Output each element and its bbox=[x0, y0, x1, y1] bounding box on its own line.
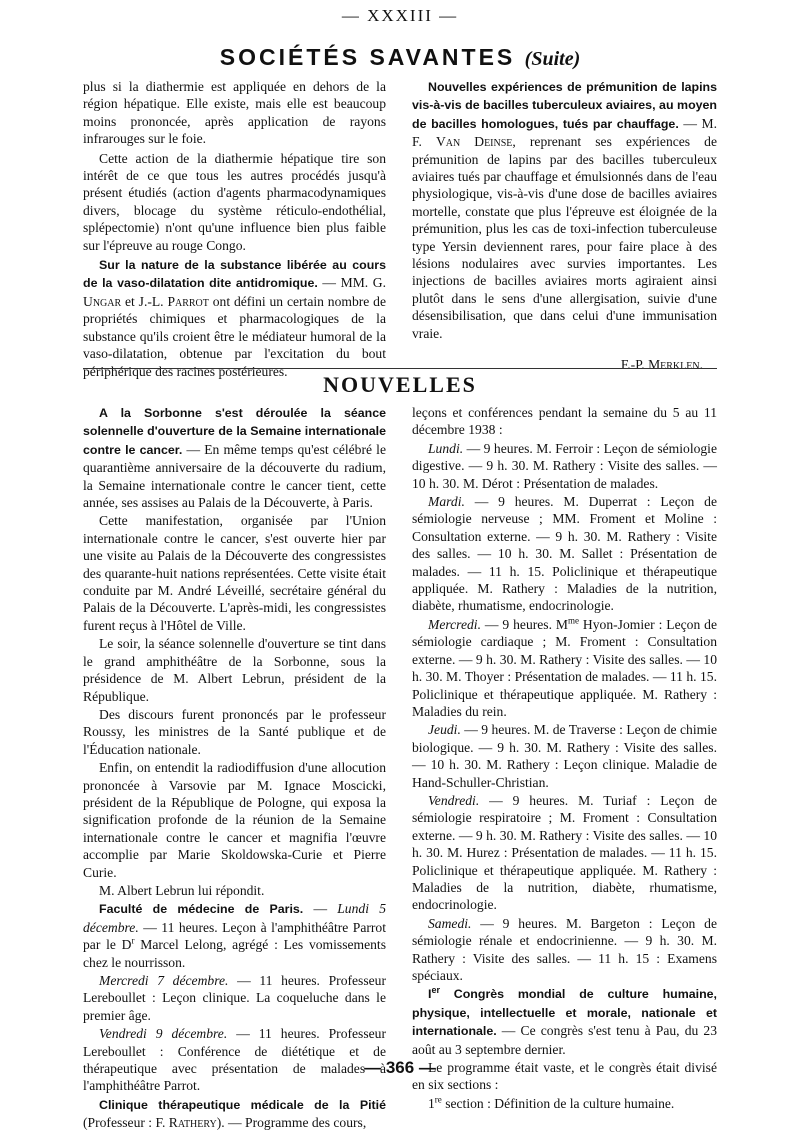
paragraph: Enfin, on entendit la radiodiffusion d'une allocution prononcée à Varsovie par M. Ignace Moscicki, président de la République de Pologne, qui exposa la signification profonde de la réunion de la Semaine internationale contre le cancer et magnifia l'œuvre accomplie par Marie Skoldowska-Curie et Pierre Curie. bbox=[83, 760, 386, 880]
author-name: Rathery bbox=[168, 1115, 217, 1131]
section-title bbox=[0, 44, 800, 71]
author-name: Ungar bbox=[83, 293, 122, 309]
paragraph: Nouvelles expériences de prémunition de lapins vis-à-vis de bacilles tuberculeux aviaires, au moyen de bacilles homologues, tués par chauffage. — M. F. Van Deinse, reprenant ses expériences de prémunition de lapins par des bacilles tuberculeux aviaires tués par chauffage et émulsionnés dans de l'eau physiologique, vis-à-vis d'une dose de bacilles aviaires mortelle, constate que plus l'épreuve est éloignée de la prémunition, plus les cas de toxi-infection tuberculeuse type Yersin deviennent rares, pour faire place à des lésions nodulaires avec survies importantes. Les injections de bacilles aviaires morts agiraient ainsi plutôt dans le sens d'une allergisation, suivie d'une désensibilisation, que dans celui d'une immunisation vraie. bbox=[412, 80, 717, 341]
paragraph: Cette action de la diathermie hépatique tire son intérêt de ce que tous les autres procédés jusqu'à présent étudiés (action d'agents pharmacodynamiques divers, blocage du système réticulo-endothélial, splépectomie) n'ont qu'une influence bien plus faible sur l'épreuve au rouge Congo. bbox=[83, 150, 386, 253]
paragraph: M. Albert Lebrun lui répondit. bbox=[99, 882, 265, 898]
paragraph: Ier Congrès mondial de culture humaine, physique, intellectuelle et morale, nationale et internationale. — Ce congrès s'est tenu à Pau, du 23 août au 3 septembre dernier. bbox=[412, 985, 717, 1057]
schedule-mardi: Mardi. — 9 heures. M. Duperrat : Leçon de sémiologie nerveuse ; MM. Froment et Moline : Consultation externe. — 9 h. 30. M. Rathery : Visite des salles. — 10 h. 30. M. Sallet : Présentation de malades. — 11 h. 15. Policlinique et thérapeutique appliquée. M. Rathery : Maladies de la nutrition, diabète, rhumatisme, endocrinologie. bbox=[412, 494, 717, 614]
page-number: — 366 — bbox=[364, 1058, 436, 1077]
paragraph: Vendredi 9 décembre. — 11 heures. Professeur Lereboullet : Conférence de diététique et de thérapeutique avec présentation de malades à l'amphithéâtre Parrot. bbox=[83, 1026, 386, 1094]
paragraph: Faculté de médecine de Paris. — Lundi 5 décembre. — 11 heures. Leçon à l'amphithéâtre Parrot par le $D^r$ Marcel Lelong, agrégé : Les vomissements chez le nourrisson. bbox=[83, 901, 386, 970]
paragraph: A la Sorbonne s'est déroulée la séance solennelle d'ouverture de la Semaine internationale contre le cancer. — En même temps qu'est célébré le quarantième anniversaire de la découverte du radium, la Semaine internationale contre le cancer tient, cette année, ses assises au Palais de la Découverte, à Paris. bbox=[83, 406, 386, 511]
paragraph: 1re section : Définition de la culture humaine. bbox=[428, 1094, 675, 1111]
section-title-suite: (Suite) bbox=[524, 48, 581, 70]
author-name: Parrot bbox=[167, 293, 209, 309]
paragraph: Le programme était vaste, et le congrès était divisé en six sections : bbox=[412, 1060, 717, 1093]
nouvelles-right-column bbox=[412, 404, 717, 1112]
article-title: Faculté de médecine de Paris. bbox=[99, 902, 304, 917]
nouvelles-left-column bbox=[83, 404, 386, 1132]
top-left-column bbox=[83, 78, 386, 380]
paragraph: Le soir, la séance solennelle d'ouverture se tint dans le grand amphithéâtre de la Sorbonne, sous la présidence de M. Albert Lebrun, président de la République. bbox=[83, 636, 386, 704]
paragraph: Sur la nature de la substance libérée au cours de la vaso-dilatation dite antidromique. — MM. G. Ungar et J.-L. Parrot ont défini un certain nombre de propriétés chimiques et pharmacologiques de la substance qu'ils croient être le médiateur humoral de la vaso-dilatation, obtenue par l'excitation du bout périphérique des racines postérieures. bbox=[83, 258, 387, 379]
nouvelles-title: NOUVELLES bbox=[323, 372, 477, 397]
paragraph: leçons et conférences pendant la semaine du 5 au 11 décembre 1938 : bbox=[412, 405, 717, 438]
author-name: Van Deinse bbox=[435, 134, 513, 150]
paragraph: Clinique thérapeutique médicale de la Pitié (Professeur : F. Rathery). — Programme des cours, bbox=[83, 1097, 386, 1131]
article-title: Sur la nature de la substance libérée au cours de la vaso-dilatation dite antidromique. bbox=[83, 258, 386, 291]
paragraph: Cette manifestation, organisée par l'Union internationale contre le cancer, s'est ouverte hier par une visite au Palais de la Découverte des congressistes des quarante-huit nations représentées. Cette visite était conduite par M. André Léveillé, secrétaire général du Palais de la Découverte. L'après-midi, les congressistes furent reçus à l'Hôtel de Ville. bbox=[83, 513, 386, 633]
schedule-jeudi: Jeudi. — 9 heures. M. de Traverse : Leçon de chimie biologique. — 9 h. 30. M. Rathery : Visite des salles. — 10 h. 30. M. Rathery : Leçon clinique. Maladie de Hand-Schuller-Christian. bbox=[412, 722, 717, 790]
section-divider bbox=[83, 368, 717, 369]
section-title-text: SOCIÉTÉS SAVANTES bbox=[219, 44, 516, 70]
paragraph: Mercredi 7 décembre. — 11 heures. Professeur Lereboullet : Leçon clinique. La coqueluche dans le premier âge. bbox=[83, 973, 386, 1023]
schedule-samedi: Samedi. — 9 heures. M. Bargeton : Leçon de sémiologie rénale et endocrinienne. — 9 h. 30. M. Rathery : Visite des salles. — 11 h. 15 : Examens spéciaux. bbox=[412, 915, 717, 983]
article-title: A la Sorbonne s'est déroulée la séance solennelle d'ouverture de la Semaine internationale contre le cancer. bbox=[83, 406, 386, 457]
roman-page-number: — XXXIII — bbox=[341, 6, 459, 25]
schedule-lundi: Lundi. — 9 heures. M. Ferroir : Leçon de sémiologie digestive. — 9 h. 30. M. Rathery : Visite des salles. — 10 h. 30. M. Dérot : Présentation de malades. bbox=[412, 440, 717, 491]
schedule-vendredi: Vendredi. — 9 heures. M. Turiaf : Leçon de sémiologie respiratoire ; M. Froment : Consultation externe. — 9 h. 30. M. Rathery : Visite des salles. — 10 h. 30. M. Hurez : Présentation de malades. — 11 h. 15. Policlinique et thérapeutique appliquée. M. Rathery : Maladies de la nutrition, diabète, rhumatisme, endocrinologie. bbox=[412, 792, 717, 913]
top-right-column bbox=[412, 78, 717, 374]
article-title: Clinique thérapeutique médicale de la Pitié bbox=[99, 1097, 386, 1112]
article-title: Nouvelles expériences de prémunition de lapins vis-à-vis de bacilles tuberculeux aviaires, au moyen de bacilles homologues, tués par chauffage. bbox=[412, 80, 717, 131]
schedule-mercredi: Mercredi. — 9 heures. $M^{me}$ Hyon-Jomier : Leçon de sémiologie cardiaque ; M. Froment : Consultation externe. — 9 h. 30. M. Rathery : Visite des salles. — 10 h. 30. M. Thoyer : Présentation de malades. — 11 h. 15. Policlinique et thérapeutique appliquée. M. Rathery : Maladies du rein. bbox=[412, 615, 717, 719]
signature: F.-P. Merklen. bbox=[620, 357, 703, 373]
paragraph: Des discours furent prononcés par le professeur Roussy, les ministres de la Santé publique et de l'Éducation nationale. bbox=[83, 706, 386, 757]
article-title: Ier Congrès mondial de culture humaine, physique, intellectuelle et morale, nationale et internationale. bbox=[412, 985, 717, 1039]
paragraph: plus si la diathermie est appliquée en dehors de la région hépatique. Elle existe, mais elle est beaucoup moins prononcée, après application de rayons infrarouges sur le foie. bbox=[83, 79, 386, 147]
